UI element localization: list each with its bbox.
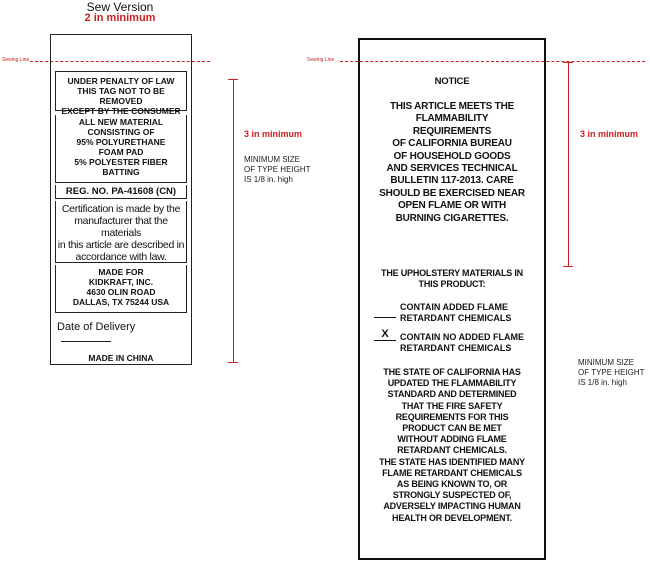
paragraph-line: THE STATE OF CALIFORNIA HAS [383,367,521,377]
sewing-line-label-right: Sewing Line [307,57,335,63]
penalty-line: THIS TAG NOT TO BE REMOVED [77,86,165,106]
delivery-section [55,317,187,363]
right-min-type-note [578,358,645,388]
notice-tag [358,38,546,560]
made-for-line: KIDKRAFT, INC. [88,277,154,287]
dimension-line-left [233,79,234,362]
upholstery-line: THIS PRODUCT: [418,279,486,289]
reg-number: REG. NO. PA-41608 (CN) [55,185,187,199]
min-type-line: MINIMUM SIZE [578,358,634,367]
option-added-label [400,302,511,324]
dimension-cap-bottom-left [228,362,238,363]
materials-line: 5% POLYESTER FIBER [74,157,168,167]
made-for-section [55,265,187,313]
sew-version-title: Sew Version [86,0,154,14]
min-type-line: MINIMUM SIZE [244,155,300,164]
paragraph-line: HEALTH OR DEVELOPMENT. [392,512,512,523]
date-of-delivery-row [55,321,187,345]
sew-minimum-label: 2 in minimum [84,12,156,24]
materials-line: BATTING [102,167,140,177]
penalty-line: EXCEPT BY THE CONSUMER [61,106,181,116]
materials-line: FOAM PAD [98,147,144,157]
certification-line: accordance with law. [75,251,167,263]
paragraph-line: OF CALIFORNIA BUREAU [392,138,512,150]
certification-section [55,201,187,263]
date-of-delivery-blank [61,341,111,342]
paragraph-line: AND SERVICES TECHNICAL [386,163,518,175]
upholstery-line: THE UPHOLSTERY MATERIALS IN [381,268,523,278]
paragraph-line: SHOULD BE EXERCISED NEAR [379,187,525,199]
dimension-line-right [568,62,569,266]
min-type-line: OF TYPE HEIGHT [578,368,645,377]
min-type-line: IS 1/8 in. high [244,175,293,184]
penalty-section [55,71,187,116]
california-paragraph [366,367,538,524]
option-no-added-checkbox: X [374,328,396,341]
option-line: RETARDANT CHEMICALS [400,343,512,353]
paragraph-line: FLAME RETARDANT CHEMICALS [382,467,522,478]
date-of-delivery-label: Date of Delivery [57,321,136,333]
paragraph-line: THAT THE FIRE SAFETY [401,400,503,411]
paragraph-line: UPDATED THE FLAMMABILITY [387,378,517,389]
materials-section [55,115,187,183]
dimension-cap-bottom-right [563,266,573,267]
option-line: RETARDANT CHEMICALS [400,313,512,323]
certification-line: Certification is made by the [61,203,181,215]
paragraph-line: RETARDANT CHEMICALS. [397,445,507,456]
paragraph-line: THE STATE HAS IDENTIFIED MANY [379,456,525,467]
upholstery-heading [366,268,538,290]
certification-line: in this article are described in [57,239,185,251]
sewing-line-label-left: Sewing Line [2,57,30,63]
paragraph-line: STRONGLY SUSPECTED OF, [392,490,512,501]
made-for-line: DALLAS, TX 75244 USA [72,297,170,307]
paragraph-line: FLAMMABILITY [415,113,489,125]
paragraph-line: REQUIREMENTS FOR THIS [395,411,509,422]
paragraph-line: AS BEING KNOWN TO, OR [396,479,508,490]
min-type-line: OF TYPE HEIGHT [244,165,311,174]
paragraph-line: OPEN FLAME OR WITH [397,200,507,212]
right-dimension-label: 3 in minimum [580,129,639,139]
paragraph-line: BULLETIN 117-2013. CARE [390,175,514,187]
paragraph-line: WITHOUT ADDING FLAME [397,434,507,445]
made-in-label: MADE IN CHINA [88,353,154,363]
option-line: CONTAIN NO ADDED FLAME [400,332,524,342]
certification-line: manufacturer that the materials [74,215,168,239]
made-for-line: 4630 OLIN ROAD [86,287,156,297]
paragraph-line: OF HOUSEHOLD GOODS [393,150,511,162]
left-dimension-label: 3 in minimum [244,129,303,139]
option-line: CONTAIN ADDED FLAME [400,302,508,312]
left-min-type-note [244,155,311,185]
compliance-paragraph [366,101,538,225]
law-tag [50,34,192,365]
materials-line: CONSISTING OF [87,127,155,137]
paragraph-line: THIS ARTICLE MEETS THE [389,101,515,112]
materials-line: ALL NEW MATERIAL [78,117,164,127]
min-type-line: IS 1/8 in. high [578,378,627,387]
paragraph-line: BURNING CIGARETTES. [395,212,509,224]
paragraph-line: REQUIREMENTS [412,125,492,137]
paragraph-line: STANDARD AND DETERMINED [387,389,517,400]
option-added-checkbox [374,307,396,318]
paragraph-line: PRODUCT CAN BE MET [402,423,502,434]
penalty-line: UNDER PENALTY OF LAW [67,76,175,86]
option-no-added-label [400,332,524,354]
paragraph-line: ADVERSELY IMPACTING HUMAN [383,501,521,512]
made-for-line: MADE FOR [98,267,144,277]
materials-line: 95% POLYURETHANE [76,137,166,147]
notice-title: NOTICE [434,76,470,87]
